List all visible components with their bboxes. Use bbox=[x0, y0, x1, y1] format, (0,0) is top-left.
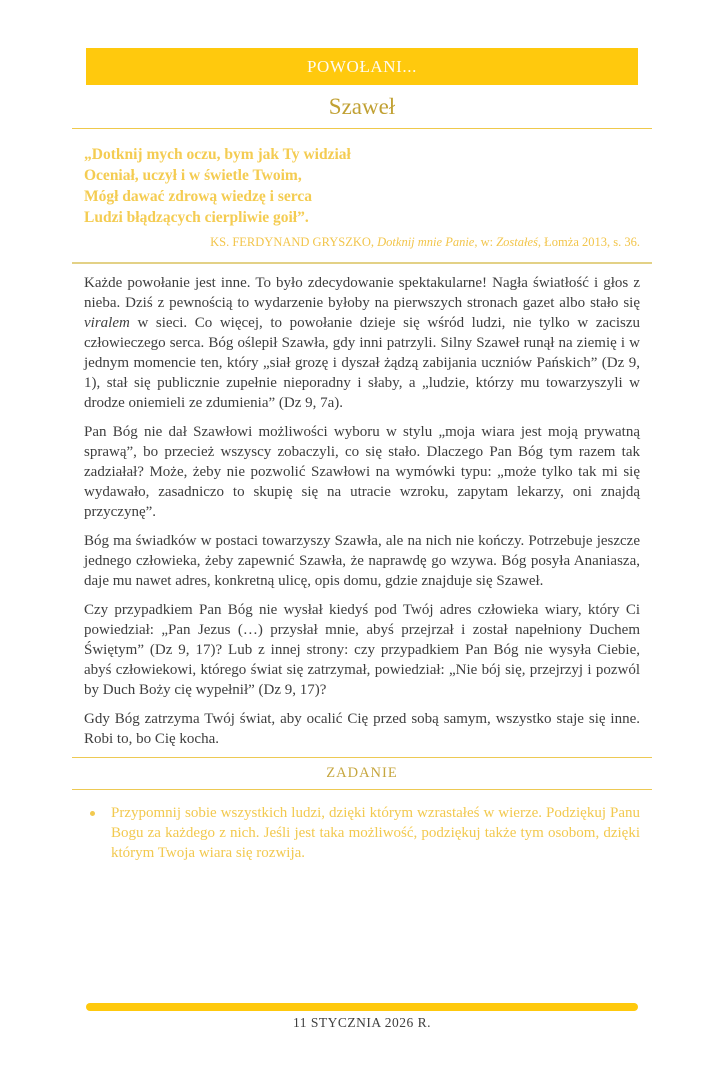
paragraph-5: Gdy Bóg zatrzyma Twój świat, aby ocalić Cię przed sobą samym, wszystko staje się inne. Robi to, bo Cię kocha. bbox=[84, 711, 640, 747]
divider-above-task bbox=[72, 757, 652, 758]
paragraph-4: Czy przypadkiem Pan Bóg nie wysłał kiedyś pod Twój adres człowieka wiary, który Ci powiedział: „Pan Jezus (…) przysłał mnie, abyś przejrzał i został napełniony Duchem Świętym” (Dz 9, 17)? Lub z innej strony: czy przypadkiem Pan Bóg nie wysyła Ciebie, abyś człowiekowi, którego świat się zatrzymał, powiedział: „Nie bój się, przejrzyj i pozwól by Duch Boży cię wypełnił” (Dz 9, 17)? bbox=[84, 602, 640, 698]
quote-line: Mógł dawać zdrową wiedzę i serca bbox=[84, 188, 313, 205]
task-list-item bbox=[84, 803, 640, 863]
paragraph-1 bbox=[84, 273, 640, 413]
quote-line: „Dotknij mych oczu, bym jak Ty widział bbox=[84, 146, 351, 163]
divider-above-body bbox=[72, 262, 652, 264]
divider-under-title bbox=[72, 128, 652, 129]
footer-bar bbox=[86, 1003, 638, 1011]
attribution-publication: , Łomża 2013, s. 36. bbox=[537, 235, 640, 249]
document-page bbox=[0, 48, 724, 1072]
divider-below-task-heading bbox=[72, 789, 652, 790]
attribution-collection-title: Zostałeś bbox=[496, 235, 538, 249]
page-title: Szaweł bbox=[328, 94, 396, 119]
paragraph-2: Pan Bóg nie dał Szawłowi możliwości wyboru w stylu „moja wiara jest moją prywatną sprawą”, bo przecież wszyscy zobaczyli, co się stało. Dlaczego Pan Bóg tym razem tak zadziałał? Może, żeby nie pozwolić Szawłowi na wymówki typu: „może tylko tak mi się wydawało, zasadniczo to skupię się na utracie wzroku, zapytam lekarzy, oni znajdą przyczynę”. bbox=[84, 424, 640, 520]
page-footer bbox=[0, 1003, 724, 1031]
task-section bbox=[72, 757, 652, 863]
bullet-icon bbox=[90, 811, 95, 816]
task-heading: ZADANIE bbox=[326, 765, 398, 781]
quote-line: Ludzi błądzących cierpliwie goił”. bbox=[84, 209, 309, 226]
quote-block bbox=[84, 144, 640, 250]
paragraph-1-text: w sieci. Co więcej, to powołanie dzieje się wśród ludzi, nie tylko w zaciszu człowieczego serca. Bóg oślepił Szawła, gdy inni patrzyli. Silny Szaweł runął na ziemię i w jednym momencie ten, który „siał grozę i dyszał żądzą zabijania uczniów Pańskich” (Dz 9, 1), stał się publicznie zupełnie nieporadny i słaby, a „ludzie, którzy mu towarzyszyli w drodze oniemieli ze zdumienia” (Dz 9, 7a). bbox=[84, 315, 640, 411]
attribution-work-title: Dotknij mnie Panie bbox=[377, 235, 475, 249]
header-banner bbox=[86, 48, 638, 85]
task-item-text: Przypomnij sobie wszystkich ludzi, dzięki którym wzrastałeś w wierze. Podziękuj Panu Bogu za każdego z nich. Jeśli jest taka możliwość, podziękuj także tym osobom, dzięki którym Twoja wiara się rozwija. bbox=[111, 805, 640, 861]
paragraph-1-italic-word: viralem bbox=[84, 315, 130, 331]
quote-attribution bbox=[84, 234, 640, 250]
attribution-author: KS. FERDYNAND GRYSZKO, bbox=[210, 235, 378, 249]
article-body bbox=[84, 273, 640, 749]
banner-title: POWOŁANI... bbox=[306, 56, 417, 76]
footer-date: 11 STYCZNIA 2026 R. bbox=[292, 1015, 431, 1030]
paragraph-3: Bóg ma świadków w postaci towarzyszy Szawła, ale na nich nie kończy. Potrzebuje jeszcze jednego człowieka, żeby zapewnić Szawła, że naprawdę go wzywa. Bóg posyła Ananiasza, daje mu nawet adres, konkretną ulicę, opis domu, gdzie znajduje się Szaweł. bbox=[84, 533, 640, 589]
paragraph-1-text: Każde powołanie jest inne. To było zdecydowanie spektakularne! Nagła światłość i głos z nieba. Dziś z pewnością to wydarzenie byłoby na pierwszych stronach gazet albo stało się bbox=[84, 275, 640, 311]
quote-line: Oceniał, uczył i w świetle Twoim, bbox=[84, 167, 302, 184]
content-column bbox=[72, 128, 652, 863]
attribution-connector: , w: bbox=[474, 235, 497, 249]
task-list bbox=[84, 803, 640, 863]
